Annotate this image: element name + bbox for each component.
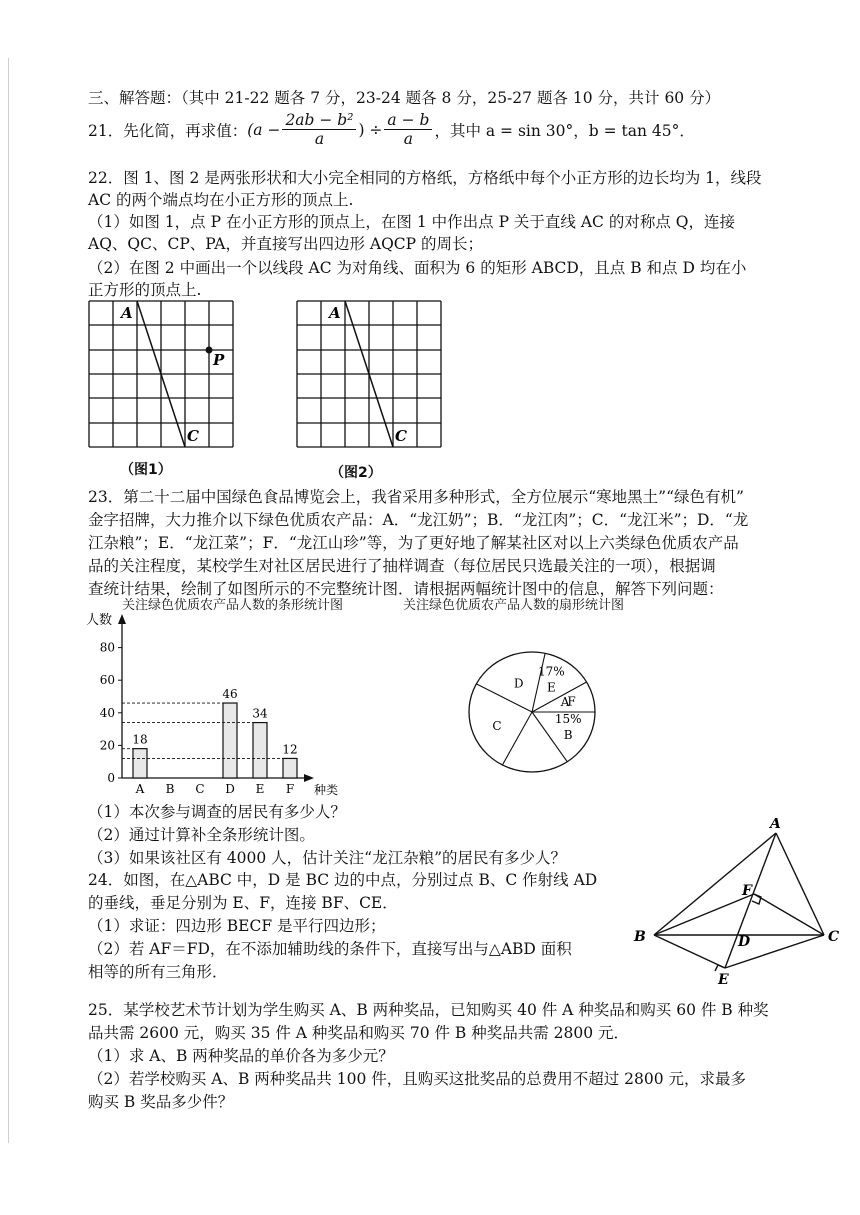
q21-paren-open: (a − [247,120,281,139]
y-tick-label: 40 [99,705,115,720]
category-label: B [165,782,175,796]
label-f: F [742,883,752,899]
category-label: F [285,782,295,796]
q24-part2-line2: 相等的所有三角形． [88,963,228,981]
category-label: E [255,782,265,796]
y-axis-label: 人数 [86,613,113,628]
q21-frac1-denominator: a [314,130,325,148]
x-axis-arrow [304,774,314,782]
point-p [206,347,213,354]
slice-category-label: F [567,694,576,709]
bar-value-label: 18 [132,732,148,747]
q21-expression [88,111,695,148]
bar-chart [82,612,382,800]
q22-line1: 22．图 1、图 2 是两张形状和大小完全相同的方格纸，方格纸中每个小正方形的边长均为 1，线段 [88,169,762,187]
slice-percent-label: 15% [554,712,582,727]
q23-line3: 江杂粮”；E．“龙江菜”；F．“龙江山珍”等，为了更好地了解某社区对以上六类绿色优质农产品 [88,534,739,552]
y-tick-label: 20 [99,738,115,753]
label-c: C [828,929,840,945]
slice-category-label: D [513,676,524,691]
q22-line2: AC 的两个端点均在小正方形的顶点上. [88,191,354,209]
slice-percent-label: 17% [538,664,565,679]
bar [133,749,147,778]
bar [223,703,237,778]
q22-part2-line2: 正方形的顶点上. [88,281,202,299]
y-tick-label: 60 [99,673,115,688]
label-c: C [395,427,407,445]
q23-question2: （2）通过计算补全条形统计图。 [88,826,315,844]
label-a: A [329,304,341,322]
q21-fraction-2 [384,111,432,148]
q23-question3: （3）如果该社区有 4000 人，估计关注“龙江杂粮”的居民有多少人？ [88,849,567,867]
q25-part2-line1: （2）若学校购买 A、B 两种奖品共 100 件，且购买这批奖品的总费用不超过 2800 元，求最多 [88,1070,747,1088]
q21-paren-close: ) ÷ [358,120,383,139]
q21-frac2-numerator: a − b [384,111,432,130]
q23-line2: 金字招牌，大力推介以下绿色优质农产品：A．“龙江奶”；B．“龙江肉”；C．“龙江米”；D．“龙 [88,511,749,529]
q21-frac2-denominator: a [403,130,414,148]
x-axis-label: 种类 [314,783,339,797]
label-p: P [213,351,225,369]
q21-prefix: 21．先化简，再求值： [88,121,248,140]
page-margin-line [8,58,9,1143]
pie-chart [465,650,601,776]
q25-part1: （1）求 A、B 两种奖品的单价各为多少元？ [88,1047,394,1065]
bar [283,758,297,778]
q25-line1: 25．某学校艺术节计划为学生购买 A、B 两种奖品，已知购买 40 件 A 种奖品和购买 60 件 B 种奖 [88,1001,769,1019]
bar [253,723,267,778]
q25-line2: 品共需 2600 元，购买 35 件 A 种奖品和购买 70 件 B 种奖品共需 2800 元． [88,1024,630,1042]
q25-part2-line2: 购买 B 奖品多少件？ [88,1093,234,1111]
label-e: E [718,972,729,988]
q24-part1: （1）求证：四边形 BECF 是平行四边形； [88,917,386,935]
q21-suffix: ，其中 a = sin 30°，b = tan 45°． [434,121,695,140]
label-a: A [770,818,781,832]
y-axis-arrow [118,614,126,624]
category-label: C [195,782,205,796]
q22-part1-line1: （1）如图 1，点 P 在小正方形的顶点上，在图 1 中作出点 P 关于直线 AC 的对称点 Q，连接 [88,213,735,231]
bar-value-label: 34 [252,706,268,721]
q21-fraction-1 [282,111,356,148]
pie-chart-title: 关注绿色优质农产品人数的扇形统计图 [403,598,625,613]
slice-category-label: E [546,680,556,695]
q23-line1: 23．第二十二届中国绿色食品博览会上，我省采用多种形式，全方位展示“寒地黑土”“绿色有机” [88,488,744,506]
q21-frac1-numerator: 2ab − b² [282,111,356,130]
figure-1-grid [84,298,244,453]
bar-value-label: 46 [222,687,238,702]
label-c: C [187,427,199,445]
q23-line4: 品的关注程度，某校学生对社区居民进行了抽样调查（每位居民只选最关注的一项），根据调 [88,557,716,575]
y-tick-label: 0 [107,771,115,785]
slice-category-label: A [560,694,570,709]
y-tick-label: 80 [99,640,115,655]
q23-question1: （1）本次参与调查的居民有多少人？ [88,803,346,821]
q24-part2-line1: （2）若 AF＝FD，在不添加辅助线的条件下，直接写出与△ABD 面积 [88,940,572,958]
slice-category-label: C [492,719,502,734]
bar-value-label: 12 [282,742,298,757]
q24-line2: 的垂线，垂足分别为 E、F，连接 BF、CE． [88,894,398,912]
label-a: A [121,304,133,322]
figure-1-caption: （图1） [120,462,172,478]
figure-2-grid [292,298,452,453]
triangle-figure [630,818,855,990]
q22-part1-line2: AQ、QC、CP、PA，并直接写出四边形 AQCP 的周长； [88,235,484,253]
bar-chart-title: 关注绿色优质农产品人数的条形统计图 [122,598,344,613]
label-d: D [738,934,751,950]
label-b: B [634,929,646,945]
q22-part2-line1: （2）在图 2 中画出一个以线段 AC 为对角线、面积为 6 的矩形 ABCD，且点 B 和点 D 均在小 [88,259,747,277]
category-label: A [135,782,145,796]
q23-line5: 查统计结果，绘制了如图所示的不完整统计图．请根据两幅统计图中的信息，解答下列问题： [88,580,724,598]
figure-2-caption: （图2） [330,465,382,481]
section-heading: 三、解答题：（其中 21-22 题各 7 分，23-24 题各 8 分，25-27 题各 10 分，共计 60 分） [88,89,721,107]
category-label: D [225,782,235,796]
q24-line1: 24．如图，在△ABC 中，D 是 BC 边的中点，分别过点 B、C 作射线 AD [88,871,598,889]
slice-category-label: B [563,728,573,743]
